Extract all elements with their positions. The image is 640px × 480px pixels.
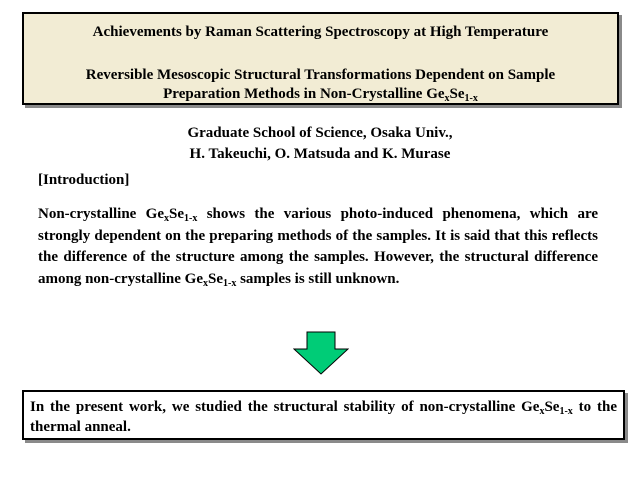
section-heading: [Introduction]: [38, 172, 130, 188]
subtitle-text: Preparation Methods in Non-Crystalline Ge: [163, 86, 445, 102]
subscript: 1-x: [559, 406, 573, 417]
arrow-shape: [294, 332, 348, 374]
intro-text: samples is still unknown.: [236, 270, 400, 287]
intro-text: Non-crystalline Ge: [38, 206, 164, 222]
subscript: 1-x: [184, 213, 198, 224]
intro-text: shows the various photo-induced phenomena, which are strongly dependent on the preparing methods of the samples. It is said that this reflects the difference of the structure among the samples. However, the structural difference among non-crystalline Ge: [38, 206, 598, 287]
subtitle-line-2: [163, 86, 478, 102]
title-box: [22, 12, 619, 105]
conclusion-text: In the present work, we studied the structural stability of non-crystalline Ge: [30, 399, 540, 415]
subtitle: [24, 66, 617, 104]
subscript: 1-x: [464, 93, 478, 104]
subtitle-text: Se: [449, 86, 465, 102]
subtitle-line-1: Reversible Mesoscopic Structural Transformations Dependent on Sample: [85, 67, 556, 83]
subscript: x: [164, 213, 169, 224]
intro-paragraph: [38, 204, 598, 290]
intro-text: Se: [208, 270, 223, 287]
authors: H. Takeuchi, O. Matsuda and K. Murase: [189, 146, 451, 162]
institution: Graduate School of Science, Osaka Univ.,: [187, 125, 453, 141]
intro-text: Se: [169, 206, 184, 222]
subscript: x: [539, 406, 545, 417]
subscript: 1-x: [223, 277, 237, 289]
main-title: Achievements by Raman Scattering Spectroscopy at High Temperature: [92, 24, 549, 40]
conclusion-text: to the thermal anneal.: [30, 399, 617, 435]
conclusion-text: Se: [544, 399, 560, 415]
conclusion-box: [22, 390, 625, 440]
subscript: x: [444, 93, 450, 104]
affiliation: [0, 123, 640, 165]
down-arrow-icon: [293, 331, 349, 375]
subscript: x: [203, 277, 208, 289]
